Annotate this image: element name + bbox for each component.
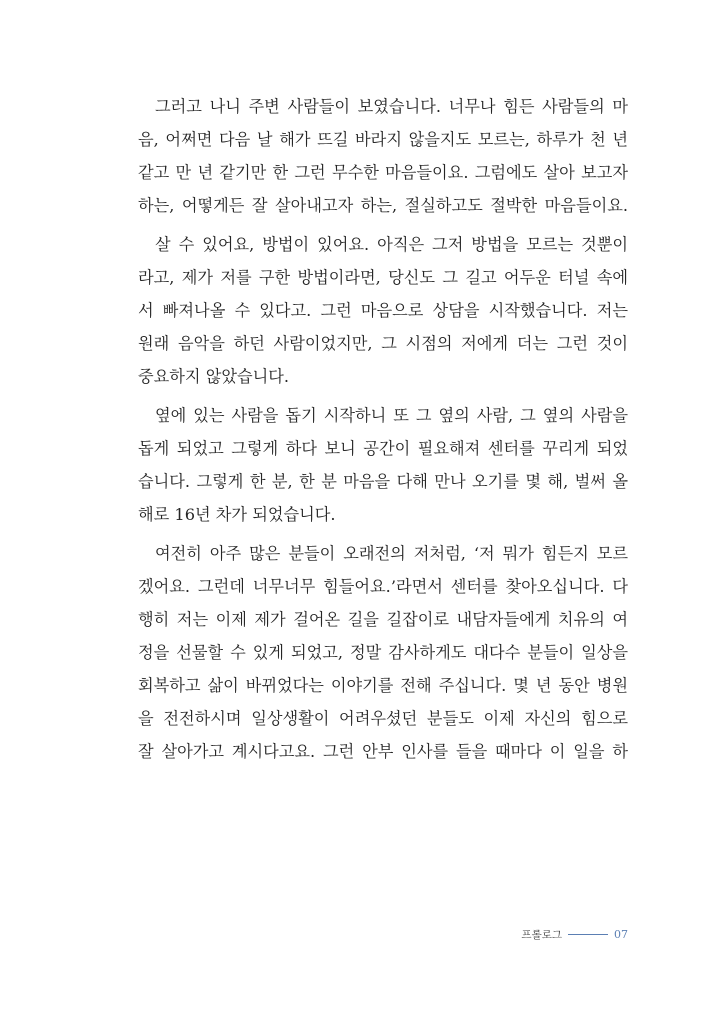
text-line: 중요하지 않았습니다. <box>138 367 290 386</box>
text-line: 잘 살아가고 계시다고요. 그런 안부 인사를 들을 때마다 이 일을 하 <box>138 742 628 761</box>
text-line: 원래 음악을 하던 사람이었지만, 그 시점의 저에게 더는 그런 것이 <box>138 334 628 353</box>
text-line: 습니다. 그렇게 한 분, 한 분 마음을 다해 만나 오기를 몇 해, 벌써 올 <box>138 472 628 491</box>
text-line: 그러고 나니 주변 사람들이 보였습니다. 너무나 힘든 사람들의 마 <box>155 97 628 116</box>
text-line: 음, 어쩌면 다음 날 해가 뜨길 바라지 않을지도 모르는, 하루가 천 년 <box>138 130 628 149</box>
text-line: 살 수 있어요, 방법이 있어요. 아직은 그저 방법을 모르는 것뿐이 <box>155 235 628 254</box>
text-line: 돕게 되었고 그렇게 하다 보니 공간이 필요해져 센터를 꾸리게 되었 <box>138 439 628 458</box>
text-line: 서 빠져나올 수 있다고. 그런 마음으로 상담을 시작했습니다. 저는 <box>138 301 628 320</box>
text-line: 여전히 아주 많은 분들이 오래전의 저처럼, ‘저 뭐가 힘든지 모르 <box>155 544 628 563</box>
text-line: 정을 선물할 수 있게 되었고, 정말 감사하게도 대다수 분들이 일상을 <box>138 643 628 662</box>
page-number: 07 <box>614 927 628 941</box>
text-line: 라고, 제가 저를 구한 방법이라면, 당신도 그 길고 어두운 터널 속에 <box>138 268 628 287</box>
footer-rule <box>568 934 608 935</box>
text-line: 행히 저는 이제 제가 걸어온 길을 길잡이로 내담자들에게 치유의 여 <box>138 610 628 629</box>
text-line: 같고 만 년 같기만 한 그런 무수한 마음들이요. 그럼에도 살아 보고자 <box>138 163 628 182</box>
page-footer <box>500 924 628 944</box>
section-title: 프롤로그 <box>521 928 562 941</box>
text-line: 하는, 어떻게든 잘 살아내고자 하는, 절실하고도 절박한 마음들이요. <box>138 196 628 215</box>
text-line: 해로 16년 차가 되었습니다. <box>138 505 336 524</box>
text-line: 겠어요. 그런데 너무너무 힘들어요.’라면서 센터를 찾아오십니다. 다 <box>138 577 628 596</box>
text-line: 을 전전하시며 일상생활이 어려우셨던 분들도 이제 자신의 힘으로 <box>138 709 628 728</box>
text-line: 옆에 있는 사람을 돕기 시작하니 또 그 옆의 사람, 그 옆의 사람을 <box>155 406 628 425</box>
text-line: 회복하고 삶이 바뀌었다는 이야기를 전해 주십니다. 몇 년 동안 병원 <box>138 676 628 695</box>
